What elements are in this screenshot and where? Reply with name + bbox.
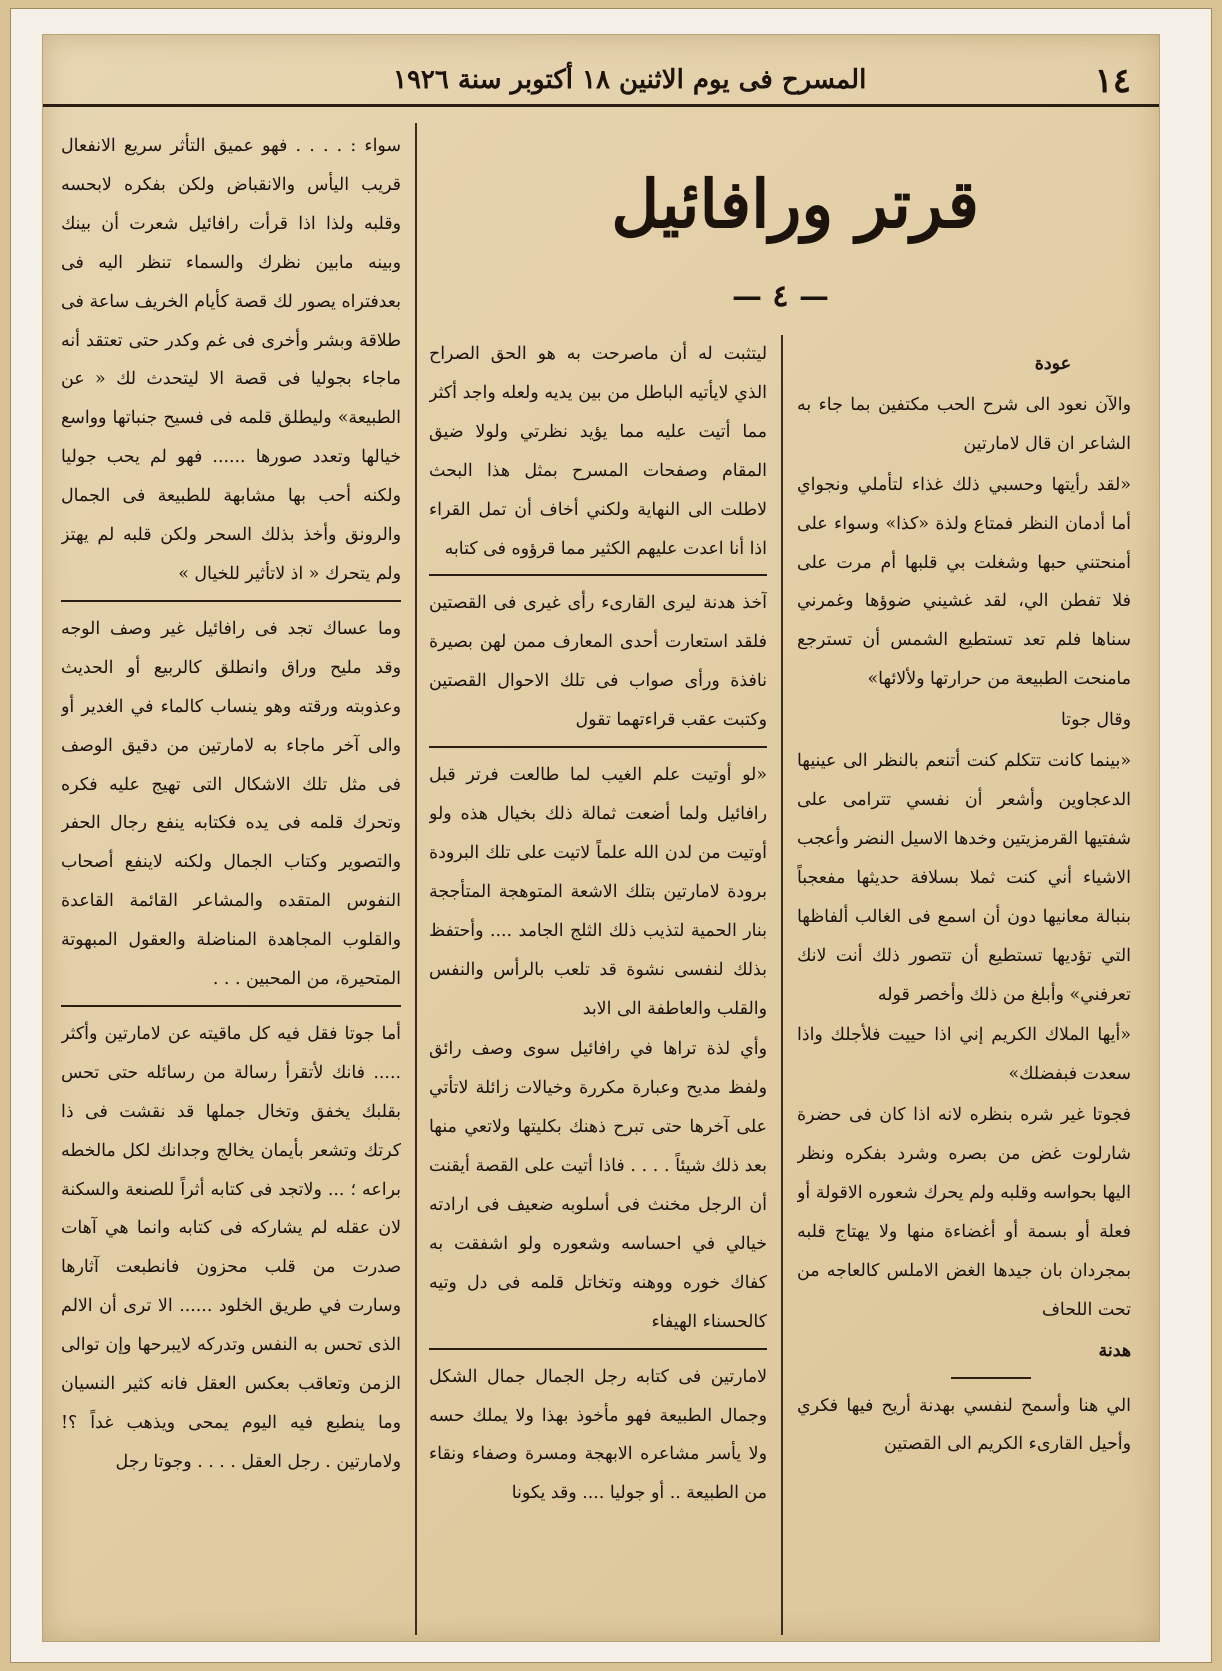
section-heading: عودة [1034, 354, 1071, 374]
section-rule [429, 746, 767, 748]
section-heading: هدنة [1098, 1340, 1131, 1361]
quote-paragraph: «أيها الملاك الكريم إني اذا حييت فلأجلك واذا سعدت فبفضلك» [797, 1025, 1131, 1085]
paragraph: وقال جوتا [1060, 710, 1131, 731]
paragraph: وأي لذة تراها في رافائيل سوى وصف رائق ولفظ مديح وعبارة مكررة وخيالات زائلة لاتأتي على آخرها حتى تبرح ذهنك بكليتها ولاتعي منها بعد ذلك شيئاً . . . . فاذا أتيت على القصة أيقنت أن الرجل مخنث فى أسلوبه ضعيف فى ارادته خيالي في احساسه وشعوره ولو اشفقت به كفاك خوره ووهنه وتخاتل قلمه فى دل وتيه كالحسناء الهيفاء [429, 1039, 767, 1332]
quote-paragraph: «بينما كانت تتكلم كنت أتنعم بالنظر الى عينيها الدعجاوين وأشعر أن نفسي تترامى على شفتيها القرمزيتين وخدها الاسيل النضر وأعجب الاشياء أني كنت ثملا بسلافة حديثها مفعجباً بنبالة معانيها دون أن اسمع فى الغالب ألفاظها التي تؤديها تستطيع أن تتصور ذلك أنت لانك تعرفني» وأبلغ من ذلك وأخصر قوله [797, 751, 1131, 1005]
paragraph: ليتثبت له أن ماصرحت به هو الحق الصراح الذي لايأتيه الباطل من بين يديه ولعله واجد أكثر مما أتيت عليه مما يؤيد نظرتي ولولا ضيق المقام وصفحات المسرح بمثل هذا البحث لاطلت الى النهاية ولكني أخاف أن تمل القراء اذا أنا اعدت عليهم الكثير مما قرؤوه فى كتابه [429, 344, 767, 559]
paragraph: والآن نعود الى شرح الحب مكتفين بما جاء به الشاعر ان قال لامارتين [797, 394, 1131, 454]
paragraph: سواء : . . . . فهو عميق التأثر سريع الانفعال قريب اليأس والانقباض ولكن بفكره لابحسه وقلبه ولذا اذا قرأت رافائيل شعرت أن بينك وبينه مابين نظرك والسماء تنظر اليه فى بعدفتراه يصور لك قصة كأيام الخريف ساعة فى طلاقة وبشر وأخرى فى غم وكدر حتى تعتقد أنه ماجاء بجوليا فى قصة الا ليتحدث لك « عن الطبيعة» وليطلق قلمه فى فسيح جنباتها وواسع خيالها وتعدد صورها ...... فهو لم يحب جوليا ولكنه أحب بها مشابهة للطبيعة فى الجمال والرونق وأخذ بذلك السحر ولكن قلبه لم يهتز ولم يتحرك « اذ لاتأثير للخيال » [61, 136, 401, 584]
article-title: قرتر ورافائيل [611, 165, 979, 243]
page-number: ١٤ [1094, 61, 1131, 101]
newspaper-page [42, 34, 1160, 1642]
article-part-number: — ٤ — [731, 279, 829, 314]
running-header-title: المسرح فى يوم الاثنين ١٨ أكتوبر سنة ١٩٢٦ [393, 65, 867, 95]
paragraph: أما جوتا فقل فيه كل ماقيته عن لامارتين وأكثر ..... فانك لأتقرأ رسالة من رسائله حتى تحس بقلبك يخفق وتخال جملها قد نقشت فى ذا كرتك وتشعر بأيمان يخالج وجدانك لكل مالخطه براعه ؛ ... ولاتجد فى كتابه أثراً للصنعة والسكنة لان عقله لم يشاركه فى كتابه وانما هي آهات صدرت من قلب محزون فانطبعت آثارها وسارت في طريق الخلود ...... الا ترى أن الالم الذى تحس به النفس وتدركه لايبرحها وإن توالى الزمن وتعاقب بعكس العقل فانه كثير النسيان وما ينطبع فيه اليوم يمحى ويذهب غداً ؟! ولامارتين . رجل العقل . . . . وجوتا رجل [61, 1023, 401, 1472]
column-divider [415, 123, 417, 1635]
paragraph: وما عساك تجد فى رافائيل غير وصف الوجه وقد مليح وراق وانطلق كالربيع أو الحديث وعذوبته ورقته وهو ينساب كالماء في الغدير أو والى آخر ماجاء به لامارتين من دقيق الوصف فى مثل تلك الاشكال التى تهيج عليه فكره وتحرك قلمه فى يده فكتابه ينفع رجال الحفر والتصوير وكتاب الجمال ولكنه لاينفع أصحاب النفوس المتقده والمشاعر القائمة القاعدة والقلوب المجاهدة المناضلة والعقول المبهوتة المتحيرة، من المحبين . . . [61, 618, 401, 990]
article-column-right [797, 345, 1131, 1633]
quote-paragraph: «لقد رأيتها وحسبي ذلك غذاء لتأملي ونجواي أما أدمان النظر فمتاع ولذة «كذا» وسواء على أمنحتني حبها وشغلت بي قلبها أم مرت على فلا تفطن الي، لقد غشيني ضوؤها وغمرني سناها فلم تعد تستطيع الشمس أن تسترجع مامنحت الطبيعة من حرارتها ولألائها» [797, 474, 1131, 690]
paragraph: الي هنا وأسمح لنفسي بهدنة أريح فيها فكري وأحيل القارىء الكريم الى القصتين [797, 1395, 1131, 1455]
section-rule [61, 600, 401, 602]
article-column-left [61, 127, 401, 1633]
section-rule [951, 1377, 1031, 1379]
page-header [43, 61, 1159, 107]
section-rule [429, 1348, 767, 1350]
column-divider [781, 335, 783, 1635]
section-rule [61, 1005, 401, 1007]
paragraph: فجوتا غير شره بنظره لانه اذا كان فى حضرة شارلوت غض من بصره وشرد بفكره ونظر اليها بحواسه وقلبه ولم يحرك شعوره الاقولة أو فعلة أو بسمة أو أغضاءة منها ولا يهتاج قلبه بمجردان بان جيدها الغض الاملس كالعاجه من تحت اللحاف [797, 1105, 1131, 1320]
article-column-middle [429, 335, 767, 1633]
section-rule [429, 574, 767, 576]
paragraph: آخذ هدنة ليرى القارىء رأى غيرى فى القصتين فلقد استعارت أحدى المعارف ممن لهن بصيرة نافذة ورأى صواب فى تلك الاحوال القصتين وكتبت عقب قراءتهما تقول [429, 593, 767, 731]
paragraph: لامارتين فى كتابه رجل الجمال جمال الشكل وجمال الطبيعة فهو مأخوذ بهذا ولا يملك حسه ولا يأسر مشاعره الابهجة ومسرة وصفاء ونقاء من الطبيعة .. أو جوليا .... وقد يكونا [429, 1366, 767, 1504]
quote-paragraph: «لو أوتيت علم الغيب لما طالعت فرتر قبل رافائيل ولما أضعت ثمالة ذلك بخيال هذه ولو أوتيت من لدن الله علماً لاتيت على تلك البرودة برودة لامارتين بتلك الاشعة المتوهجة المتأججة بنار الحمية لتذيب ذلك الثلج الجامد .... وأحتفظ بذلك لنفسى نشوة قد تلعب بالرأس والنفس والقلب والعاطفة الى الابد [429, 765, 767, 1019]
